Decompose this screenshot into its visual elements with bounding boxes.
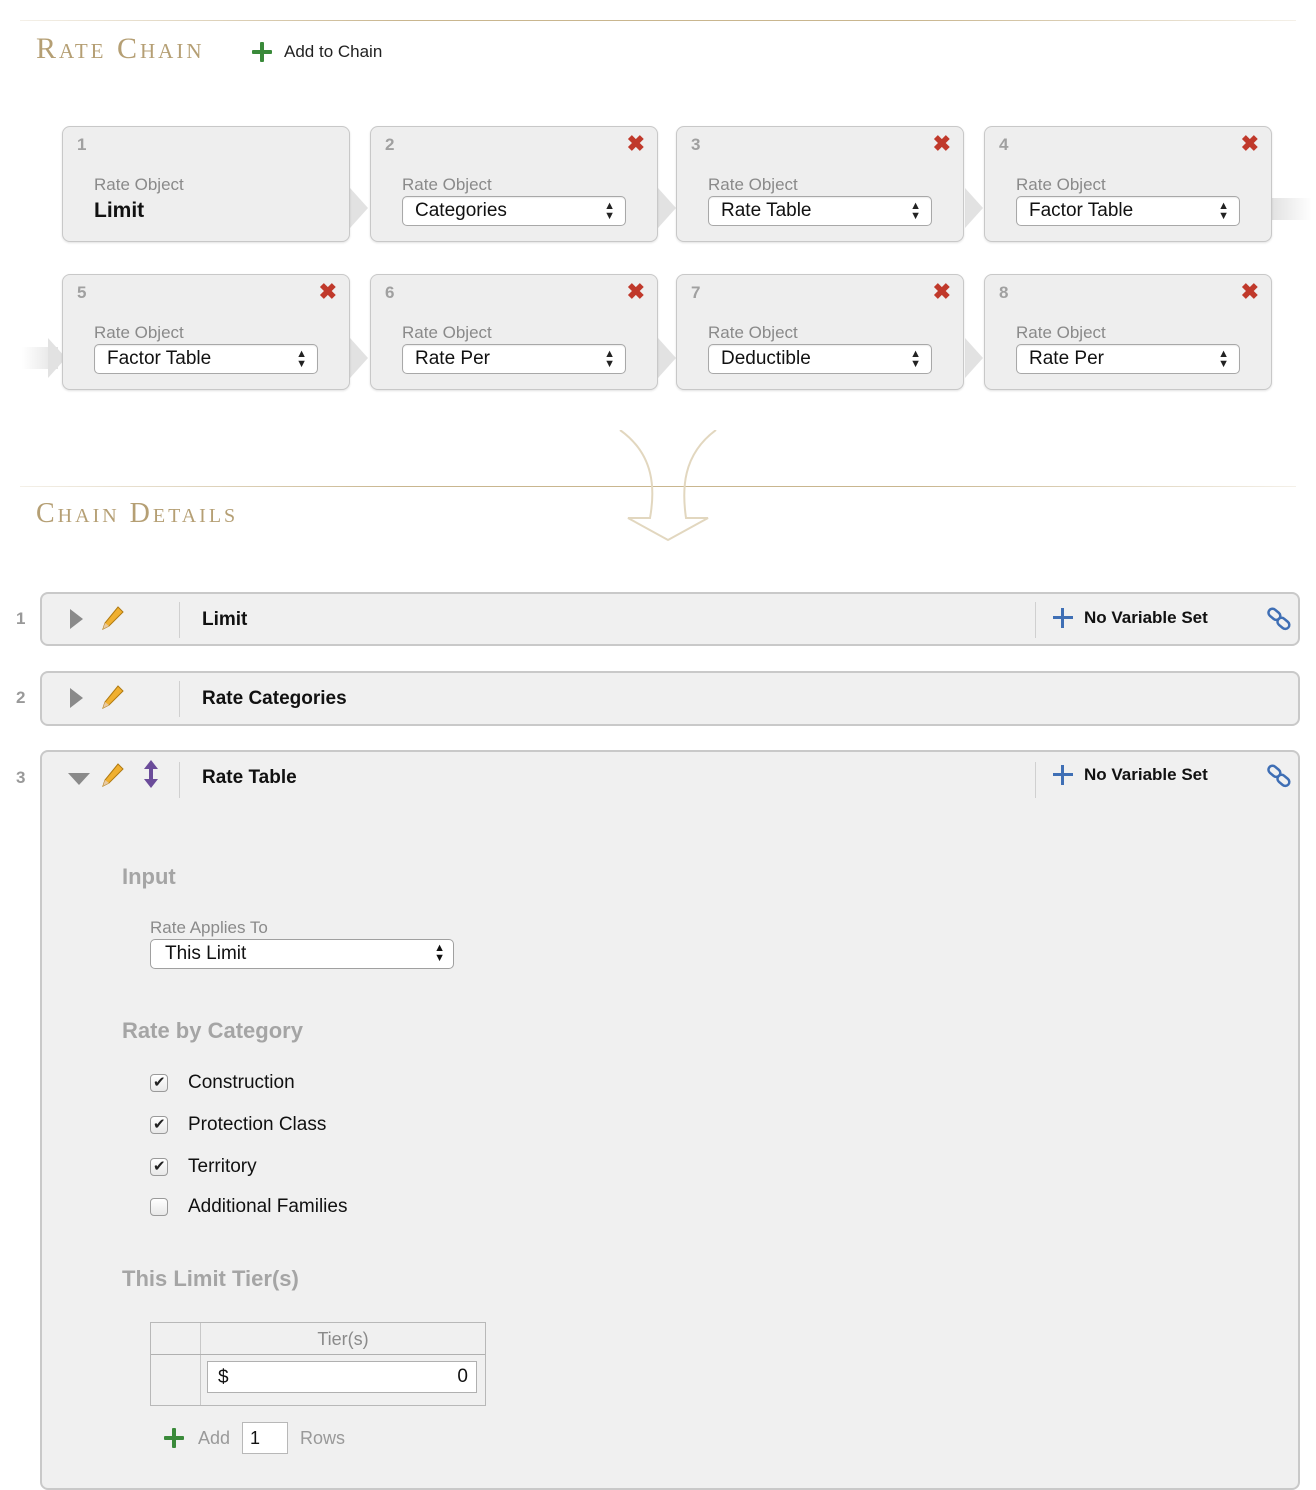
select-arrows-icon: ▲ ▼ (296, 348, 307, 370)
panel-title: Rate Categories (202, 688, 347, 709)
plus-icon (250, 40, 274, 64)
rate-object-select[interactable] (402, 196, 626, 226)
select-arrows-icon: ▲ ▼ (910, 348, 921, 370)
remove-card-icon[interactable]: ✖ (932, 131, 951, 156)
collapse-triangle-icon[interactable] (68, 773, 90, 785)
card-number: 5 (77, 283, 87, 302)
chain-card-4 (984, 126, 1272, 242)
rate-object-select[interactable] (402, 344, 626, 374)
rate-object-value: Limit (94, 199, 145, 222)
rate-object-label: Rate Object (94, 323, 184, 342)
category-protection-class[interactable] (150, 1114, 326, 1136)
connector-arrow (350, 338, 368, 378)
chain-card-1 (62, 126, 350, 242)
chain-card-8 (984, 274, 1272, 390)
separator (179, 602, 180, 638)
no-variable-set-button[interactable] (1052, 764, 1208, 786)
add-to-chain-label: Add to Chain (284, 42, 383, 61)
category-label: Territory (188, 1156, 257, 1177)
reorder-icon[interactable] (142, 760, 160, 788)
variable-label: No Variable Set (1084, 608, 1208, 627)
panel-title: Limit (202, 609, 248, 630)
rows-label: Rows (300, 1427, 346, 1448)
remove-card-icon[interactable]: ✖ (626, 131, 645, 156)
chain-card-2 (370, 126, 658, 242)
expand-triangle-icon[interactable] (70, 688, 83, 708)
select-value: Rate Per (1029, 348, 1104, 369)
tiers-table (150, 1322, 486, 1406)
connector-arrow (350, 188, 368, 228)
top-divider (20, 20, 1296, 21)
rate-object-select[interactable] (1016, 344, 1240, 374)
add-rows-control (162, 1422, 345, 1454)
plus-icon (1052, 607, 1074, 629)
row-number: 2 (16, 688, 26, 707)
select-value: Rate Per (415, 348, 490, 369)
checkbox-icon[interactable] (150, 1116, 168, 1134)
select-arrows-icon: ▲ ▼ (910, 200, 921, 222)
row-number: 1 (16, 609, 26, 628)
pencil-icon[interactable] (102, 606, 124, 630)
checkbox-icon[interactable] (150, 1158, 168, 1176)
remove-card-icon[interactable]: ✖ (626, 279, 645, 304)
detail-row-rate-categories (40, 671, 1300, 726)
chain-card-3 (676, 126, 964, 242)
separator (179, 762, 180, 798)
rate-object-label: Rate Object (708, 175, 798, 194)
remove-card-icon[interactable]: ✖ (1240, 131, 1259, 156)
category-label: Construction (188, 1072, 295, 1093)
separator (179, 681, 180, 717)
rate-by-category-heading: Rate by Category (122, 1018, 303, 1043)
connector-arrow (658, 188, 676, 228)
rate-object-select[interactable] (708, 344, 932, 374)
rate-object-label: Rate Object (708, 323, 798, 342)
remove-card-icon[interactable]: ✖ (932, 279, 951, 304)
connector-arrow (965, 338, 983, 378)
link-icon[interactable] (1266, 606, 1292, 632)
card-number: 4 (999, 135, 1009, 154)
link-icon[interactable] (1266, 763, 1292, 789)
chain-details-title: Chain Details (36, 498, 239, 529)
select-value: Categories (415, 200, 507, 221)
select-value: Rate Table (721, 200, 812, 221)
remove-card-icon[interactable]: ✖ (318, 279, 337, 304)
detail-row-rate-table (40, 750, 1300, 1490)
select-arrows-icon: ▲ ▼ (604, 348, 615, 370)
card-number: 8 (999, 283, 1009, 302)
tiers-heading: This Limit Tier(s) (122, 1266, 299, 1291)
card-number: 3 (691, 135, 701, 154)
expand-triangle-icon[interactable] (70, 609, 83, 629)
tiers-column-header: Tier(s) (317, 1329, 369, 1349)
rate-object-select[interactable] (1016, 196, 1240, 226)
separator (1035, 602, 1036, 638)
rate-object-label: Rate Object (1016, 323, 1106, 342)
category-additional-families[interactable] (150, 1196, 347, 1218)
connector-arrow (658, 338, 676, 378)
rate-chain-title: Rate Chain (36, 32, 205, 65)
select-value: Deductible (721, 348, 811, 369)
checkbox-icon[interactable] (150, 1198, 168, 1216)
card-number: 6 (385, 283, 395, 302)
chain-card-5 (62, 274, 350, 390)
remove-card-icon[interactable]: ✖ (1240, 279, 1259, 304)
select-value: Factor Table (1029, 200, 1134, 221)
panel-title: Rate Table (202, 767, 297, 788)
detail-row-limit (40, 592, 1300, 646)
select-arrows-icon: ▲ ▼ (604, 200, 615, 222)
card-number: 2 (385, 135, 395, 154)
select-arrows-icon: ▲ ▼ (1218, 348, 1229, 370)
variable-label: No Variable Set (1084, 765, 1208, 784)
category-label: Protection Class (188, 1114, 327, 1135)
row-number: 3 (16, 768, 26, 787)
category-construction[interactable] (150, 1072, 295, 1094)
chain-card-7 (676, 274, 964, 390)
plus-icon (1052, 764, 1074, 786)
add-label[interactable]: Add (198, 1427, 231, 1448)
card-number: 1 (77, 135, 87, 154)
connector-arrow (965, 188, 983, 228)
input-heading: Input (122, 864, 176, 889)
category-territory[interactable] (150, 1156, 257, 1178)
add-to-chain-button[interactable] (250, 40, 382, 64)
pencil-icon[interactable] (102, 685, 124, 709)
separator (1035, 762, 1036, 798)
chevron-down-arrow-icon (600, 430, 720, 545)
no-variable-set-button[interactable] (1052, 607, 1208, 629)
card-number: 7 (691, 283, 701, 302)
tier-value: 0 (457, 1366, 468, 1387)
select-value: Factor Table (107, 348, 212, 369)
rate-object-label: Rate Object (94, 175, 184, 194)
checkbox-icon[interactable] (150, 1074, 168, 1092)
rows-count-input[interactable]: 1 (242, 1422, 288, 1454)
rate-applies-label: Rate Applies To (150, 918, 268, 937)
category-label: Additional Families (188, 1196, 348, 1217)
connector-arrow-out (1272, 198, 1312, 220)
tier-value-input[interactable] (207, 1361, 477, 1393)
plus-icon[interactable] (162, 1426, 186, 1450)
rate-object-label: Rate Object (1016, 175, 1106, 194)
rate-applies-select[interactable] (150, 939, 454, 969)
select-arrows-icon: ▲ ▼ (1218, 200, 1229, 222)
select-value: This Limit (165, 943, 247, 964)
pencil-icon[interactable] (102, 763, 124, 787)
rate-object-label: Rate Object (402, 323, 492, 342)
currency-symbol: $ (218, 1367, 229, 1388)
rate-object-label: Rate Object (402, 175, 492, 194)
rate-object-select[interactable] (708, 196, 932, 226)
select-arrows-icon: ▲ ▼ (434, 942, 445, 964)
rate-object-select[interactable] (94, 344, 318, 374)
chain-card-6 (370, 274, 658, 390)
